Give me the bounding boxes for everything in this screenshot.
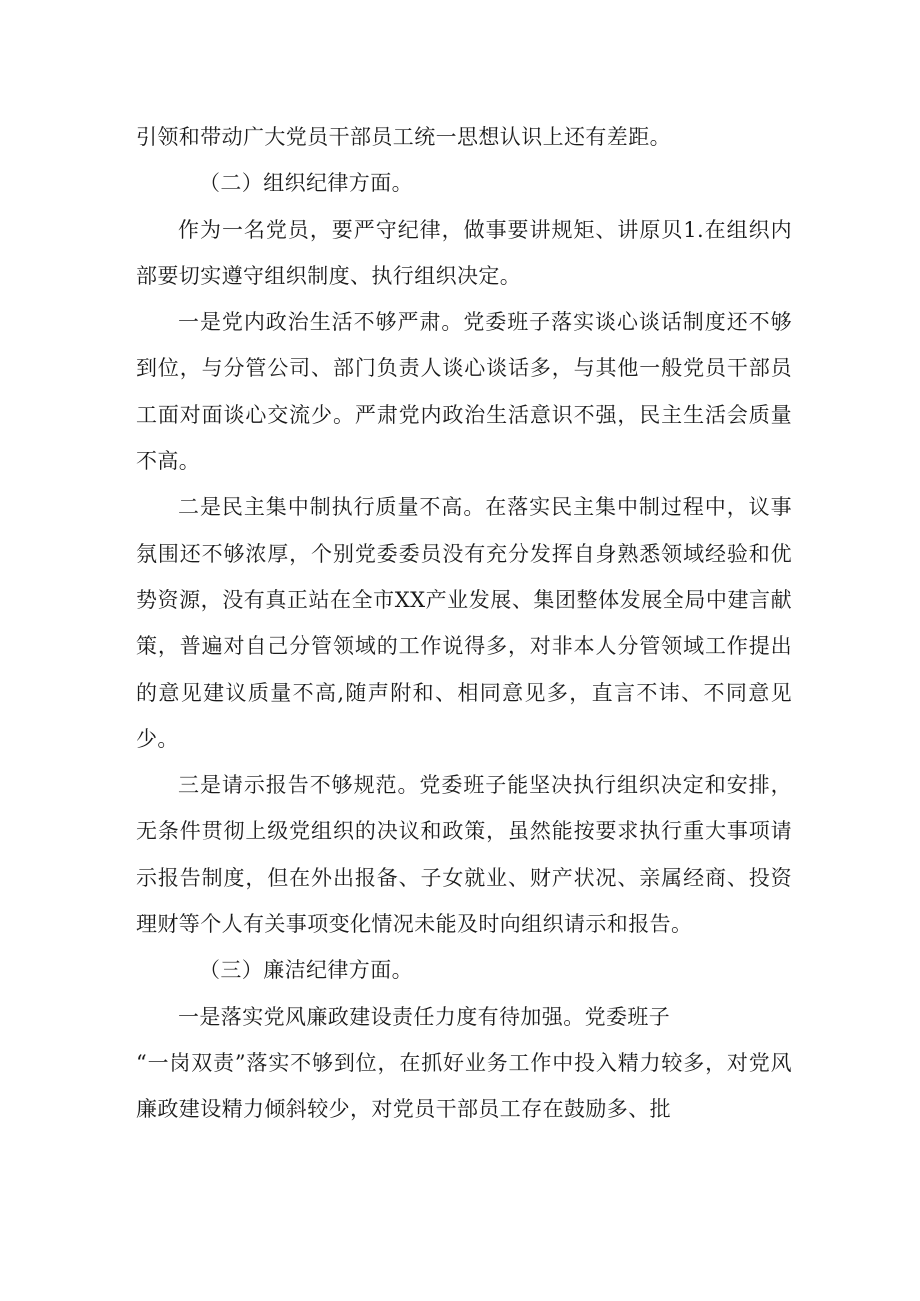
- document-body: [136, 114, 792, 1133]
- body-paragraph-org-intro: 作为一名党员，要严守纪律，做事要讲规矩、讲原贝1.在组织内部要切实遵守组织制度、执行组织决定。: [136, 217, 792, 288]
- body-paragraph-integrity-one: 一是落实党风廉政建设责任力度有待加强。党委班子: [178, 1004, 671, 1029]
- body-paragraph-integrity-one-continuation: “一岗双责”落实不够到位，在抓好业务工作中投入精力较多，对党风廉政建设精力倾斜较少，对党员干部员工存在鼓励多、批: [136, 1050, 792, 1122]
- body-paragraph-point-one: 一是党内政治生活不够严肃。党委班子落实谈心谈话制度还不够到位，与分管公司、部门负责人谈心谈话多，与其他一般党员干部员工面对面谈心交流少。严肃党内政治生活意识不强，民主生活会质量不高。: [136, 310, 792, 474]
- body-paragraph-point-two: 二是民主集中制执行质量不高。在落实民主集中制过程中，议事氛围还不够浓厚，个别党委委员没有充分发挥自身熟悉领域经验和优势资源，没有真正站在全市XX产业发展、集团整体发展全局中建言献策，普遍对自己分管领域的工作说得多，对非本人分管领域工作提出的意见建议质量不高,随声附和、相同意见多，直言不讳、不同意见少。: [136, 495, 792, 751]
- section-heading-integrity-discipline: （三）廉洁纪律方面。: [199, 958, 413, 983]
- continuation-paragraph: 引领和带动广大党员干部员工统一思想认识上还有差距。: [136, 125, 671, 149]
- body-paragraph-point-three: 三是请示报告不够规范。党委班子能坚决执行组织决定和安排，无条件贯彻上级党组织的决议和政策，虽然能按要求执行重大事项请示报告制度，但在外出报备、子女就业、财产状况、亲属经商、投资理财等个人有关事项变化情况未能及时向组织请示和报告。: [136, 773, 792, 937]
- section-heading-organizational-discipline: （二）组织纪律方面。: [199, 171, 413, 196]
